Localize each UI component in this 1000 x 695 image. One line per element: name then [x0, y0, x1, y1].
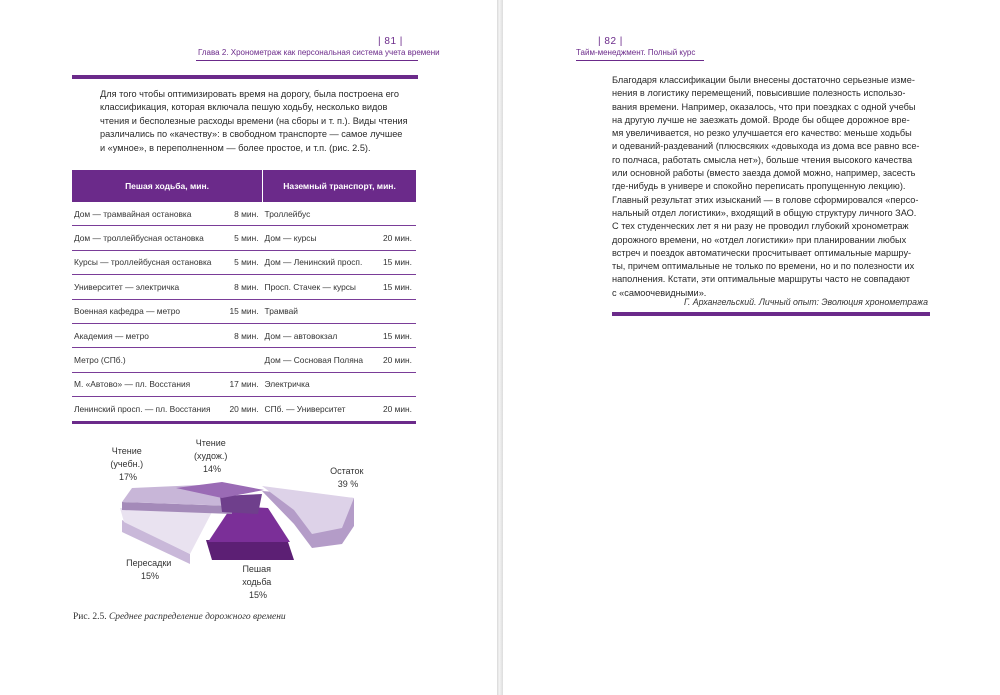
table-row — [72, 226, 416, 250]
story-line: наполнения. Кстати, эти оптимальные маршруты часто не совпадают — [612, 274, 911, 285]
story-line: мя увеличивается, но резко улучшается его качество: меньше ходьбы — [612, 128, 912, 139]
table-row — [72, 299, 416, 323]
travel-time-pie-chart — [72, 436, 402, 606]
caption-prefix: Рис. 2.5. — [73, 612, 107, 622]
transport-time: 20 мин. — [378, 348, 416, 372]
walk-route: Академия — метро — [72, 323, 228, 347]
story-line: где-нибудь в универе и спокойно переписать пропущенную лекцию). — [612, 181, 906, 192]
transport-route: Электричка — [263, 372, 379, 396]
story-line: С тех студенческих лет я ни разу не проводил глубокий хронометраж — [612, 221, 909, 232]
walk-time: 15 мин. — [228, 299, 263, 323]
story-line: и одеваний-раздеваний (плюсвсяких «довыхода из дома все равно все- — [612, 141, 920, 152]
pie-label-rest: Остаток 39 % — [330, 466, 364, 489]
story-line: нения в логистику перемещений, повысившие полезность использо- — [612, 88, 906, 99]
quote-signature: Г. Архангельский. Личный опыт: Эволюция хронометража — [683, 297, 928, 307]
transport-route: Просп. Стачек — курсы — [263, 275, 379, 299]
story-line: встреч и поездок автоматически просчитывает оптимальные маршру- — [612, 247, 912, 258]
intro-line: Для того чтобы оптимизировать время на дорогу, была построена его — [100, 89, 399, 99]
story-line: с «самоочевидными». — [612, 287, 707, 298]
story-line: ты, причем оптимальные не только по времени, но и по полезности их — [612, 261, 915, 272]
pie-label-transfers: Пересадки 15% — [126, 558, 172, 581]
transport-time: 15 мин. — [378, 323, 416, 347]
story-line: Благодаря классификации были внесены достаточно серьезные изме- — [612, 75, 915, 85]
transport-time: 20 мин. — [378, 397, 416, 422]
pie-label-reading-fiction: Чтение (худож.) 14% — [194, 438, 228, 474]
transport-route: Дом — курсы — [263, 226, 379, 250]
transport-time — [378, 372, 416, 396]
walk-time: 8 мин. — [228, 202, 263, 226]
story-line: на другую лучше не заезжать домой. Вроде бы общее дорожное вре- — [612, 114, 910, 125]
bottom-accent-bar — [612, 312, 930, 316]
header-transport: Наземный транспорт, мин. — [263, 170, 416, 202]
running-head: Тайм-менеджмент. Полный курс — [576, 48, 696, 57]
left-page — [0, 0, 496, 695]
story-text — [612, 74, 930, 300]
story-line: го полчаса, работать смысла нет»), больше чтения высокого качества — [612, 154, 913, 165]
transport-time: 20 мин. — [378, 226, 416, 250]
story-line: или основной работы (вместо заезда домой можно, например, засесть — [612, 168, 916, 179]
walk-route: Военная кафедра — метро — [72, 299, 228, 323]
intro-line: и «умное», в переполненном — более простое, и т.п. (рис. 2.5). — [100, 142, 371, 153]
walk-time: 5 мин. — [228, 250, 263, 274]
pie-label-reading-edu: Чтение (учебн.) 17% — [110, 446, 144, 482]
story-line: дорожного времени, но «отдел логистики» при планировании любых — [612, 234, 907, 245]
walk-time: 5 мин. — [228, 226, 263, 250]
pie-side-walking — [206, 540, 294, 560]
table-row — [72, 250, 416, 274]
table-row — [72, 372, 416, 396]
transport-route: Трамвай — [263, 299, 379, 323]
table-row — [72, 323, 416, 347]
caption-text: Среднее распределение дорожного времени — [108, 612, 286, 622]
transport-time: 15 мин. — [378, 250, 416, 274]
page-number: | 81 | — [378, 36, 403, 47]
walk-route: Курсы — троллейбусная остановка — [72, 250, 228, 274]
story-line: вания времени. Например, оказалось, что при поездках с одной учебы — [612, 101, 916, 112]
intro-line: чтения и бесполезные расходы времени (на сборы и т. п.). Виды чтения — [100, 115, 408, 126]
table-row — [72, 275, 416, 299]
header-rule — [196, 60, 418, 61]
intro-line: классификация, которая включала пешую ходьбу, несколько видов — [100, 102, 388, 113]
intro-line: различались по «качеству»: в свободном транспорте — самое лучшее — [100, 129, 403, 140]
transport-time — [378, 202, 416, 226]
walk-route: Дом — трамвайная остановка — [72, 202, 228, 226]
table-row — [72, 348, 416, 372]
walk-route: Ленинский просп. — пл. Восстания — [72, 397, 228, 422]
transport-route: СПб. — Университет — [263, 397, 379, 422]
intro-paragraph — [100, 88, 418, 155]
transport-route: Дом — автовокзал — [263, 323, 379, 347]
transport-route: Дом — Сосновая Поляна — [263, 348, 379, 372]
header-rule — [576, 60, 704, 61]
table-header-row — [72, 170, 416, 202]
header-walking: Пешая ходьба, мин. — [72, 170, 263, 202]
walk-time: 17 мин. — [228, 372, 263, 396]
walk-time: 8 мин. — [228, 323, 263, 347]
walk-time: 8 мин. — [228, 275, 263, 299]
right-page — [504, 0, 1000, 695]
walk-route: Университет — электричка — [72, 275, 228, 299]
transport-table — [72, 170, 416, 424]
page-number: | 82 | — [598, 36, 623, 47]
running-head: Глава 2. Хронометраж как персональная система учета времени — [198, 48, 440, 57]
table-row — [72, 202, 416, 226]
walk-time — [228, 348, 263, 372]
walk-time: 20 мин. — [228, 397, 263, 422]
transport-time — [378, 299, 416, 323]
story-line: нальный отдел логистики», входящий в общую структуру личного ЗАО. — [612, 207, 917, 218]
story-line: Главный результат этих изысканий — в голове сформировался «персо- — [612, 194, 919, 205]
transport-route: Дом — Ленинский просп. — [263, 250, 379, 274]
walk-route: Метро (СПб.) — [72, 348, 228, 372]
walk-route: М. «Автово» — пл. Восстания — [72, 372, 228, 396]
table-row — [72, 397, 416, 422]
book-gutter — [497, 0, 503, 695]
walk-route: Дом — троллейбусная остановка — [72, 226, 228, 250]
transport-time: 15 мин. — [378, 275, 416, 299]
figure-caption — [73, 612, 286, 622]
top-accent-bar — [72, 75, 418, 79]
pie-label-walking: Пешая ходьба 15% — [242, 564, 272, 600]
transport-route: Троллейбус — [263, 202, 379, 226]
